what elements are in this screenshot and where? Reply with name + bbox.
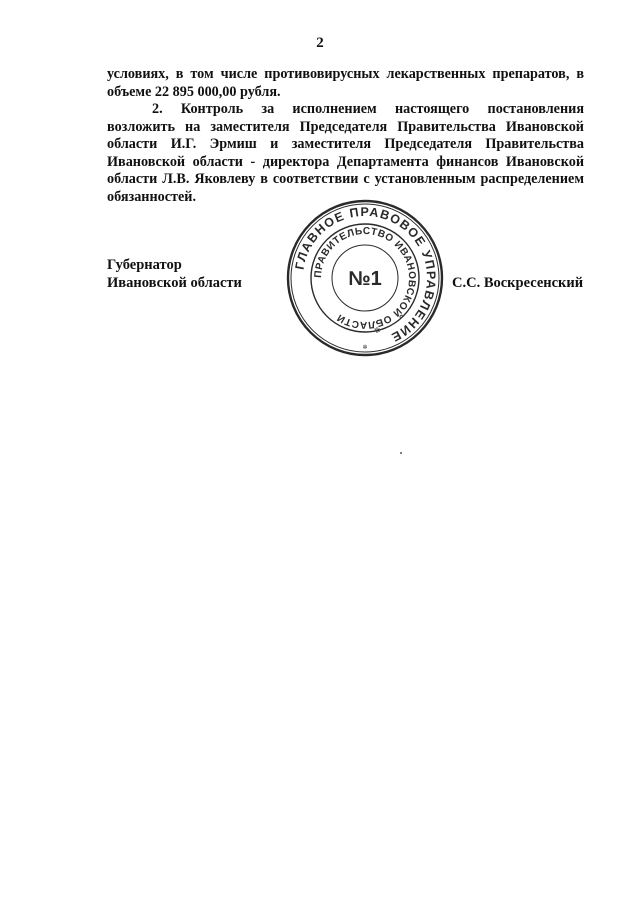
- star-icon: ✲: [362, 345, 368, 351]
- paragraph-continuation: [107, 66, 584, 101]
- signatory-title: [107, 256, 242, 292]
- signatory-title-line: Губернатор: [107, 257, 182, 273]
- seal-inner-text: ПРАВИТЕЛЬСТВО ИВАНОВСКОЙ ОБЛАСТИ: [312, 225, 418, 331]
- text-line: 2. Контроль за исполнением настоящего постановления: [152, 101, 584, 117]
- paragraph-control-clause: [107, 101, 584, 206]
- page-number: 2: [316, 35, 324, 51]
- text-line: возложить на заместителя Председателя Правительства Ивановской: [107, 118, 584, 135]
- text-line: обязанностей.: [107, 188, 197, 205]
- text-line: области Л.В. Яковлеву в соответствии с установленным распределением: [107, 171, 584, 187]
- official-seal: [285, 198, 445, 358]
- text-line: условиях, в том числе противовирусных лекарственных препаратов, в: [107, 66, 584, 82]
- signatory-title-line: Ивановской области: [107, 275, 242, 291]
- text-line: Ивановской области - директора Департамента финансов Ивановской: [107, 153, 584, 170]
- star-icon: ✲: [373, 326, 381, 335]
- seal-outer-text: ГЛАВНОЕ ПРАВОВОЕ УПРАВЛЕНИЕ: [292, 204, 439, 345]
- text-line: области И.Г. Эрмиш и заместителя Председателя Правительства: [107, 136, 584, 152]
- text-line: объеме 22 895 000,00 рубля.: [107, 83, 281, 100]
- scan-speck: [400, 452, 402, 454]
- signatory-name: С.С. Воскресенский: [452, 275, 584, 291]
- seal-number: №1: [348, 268, 382, 290]
